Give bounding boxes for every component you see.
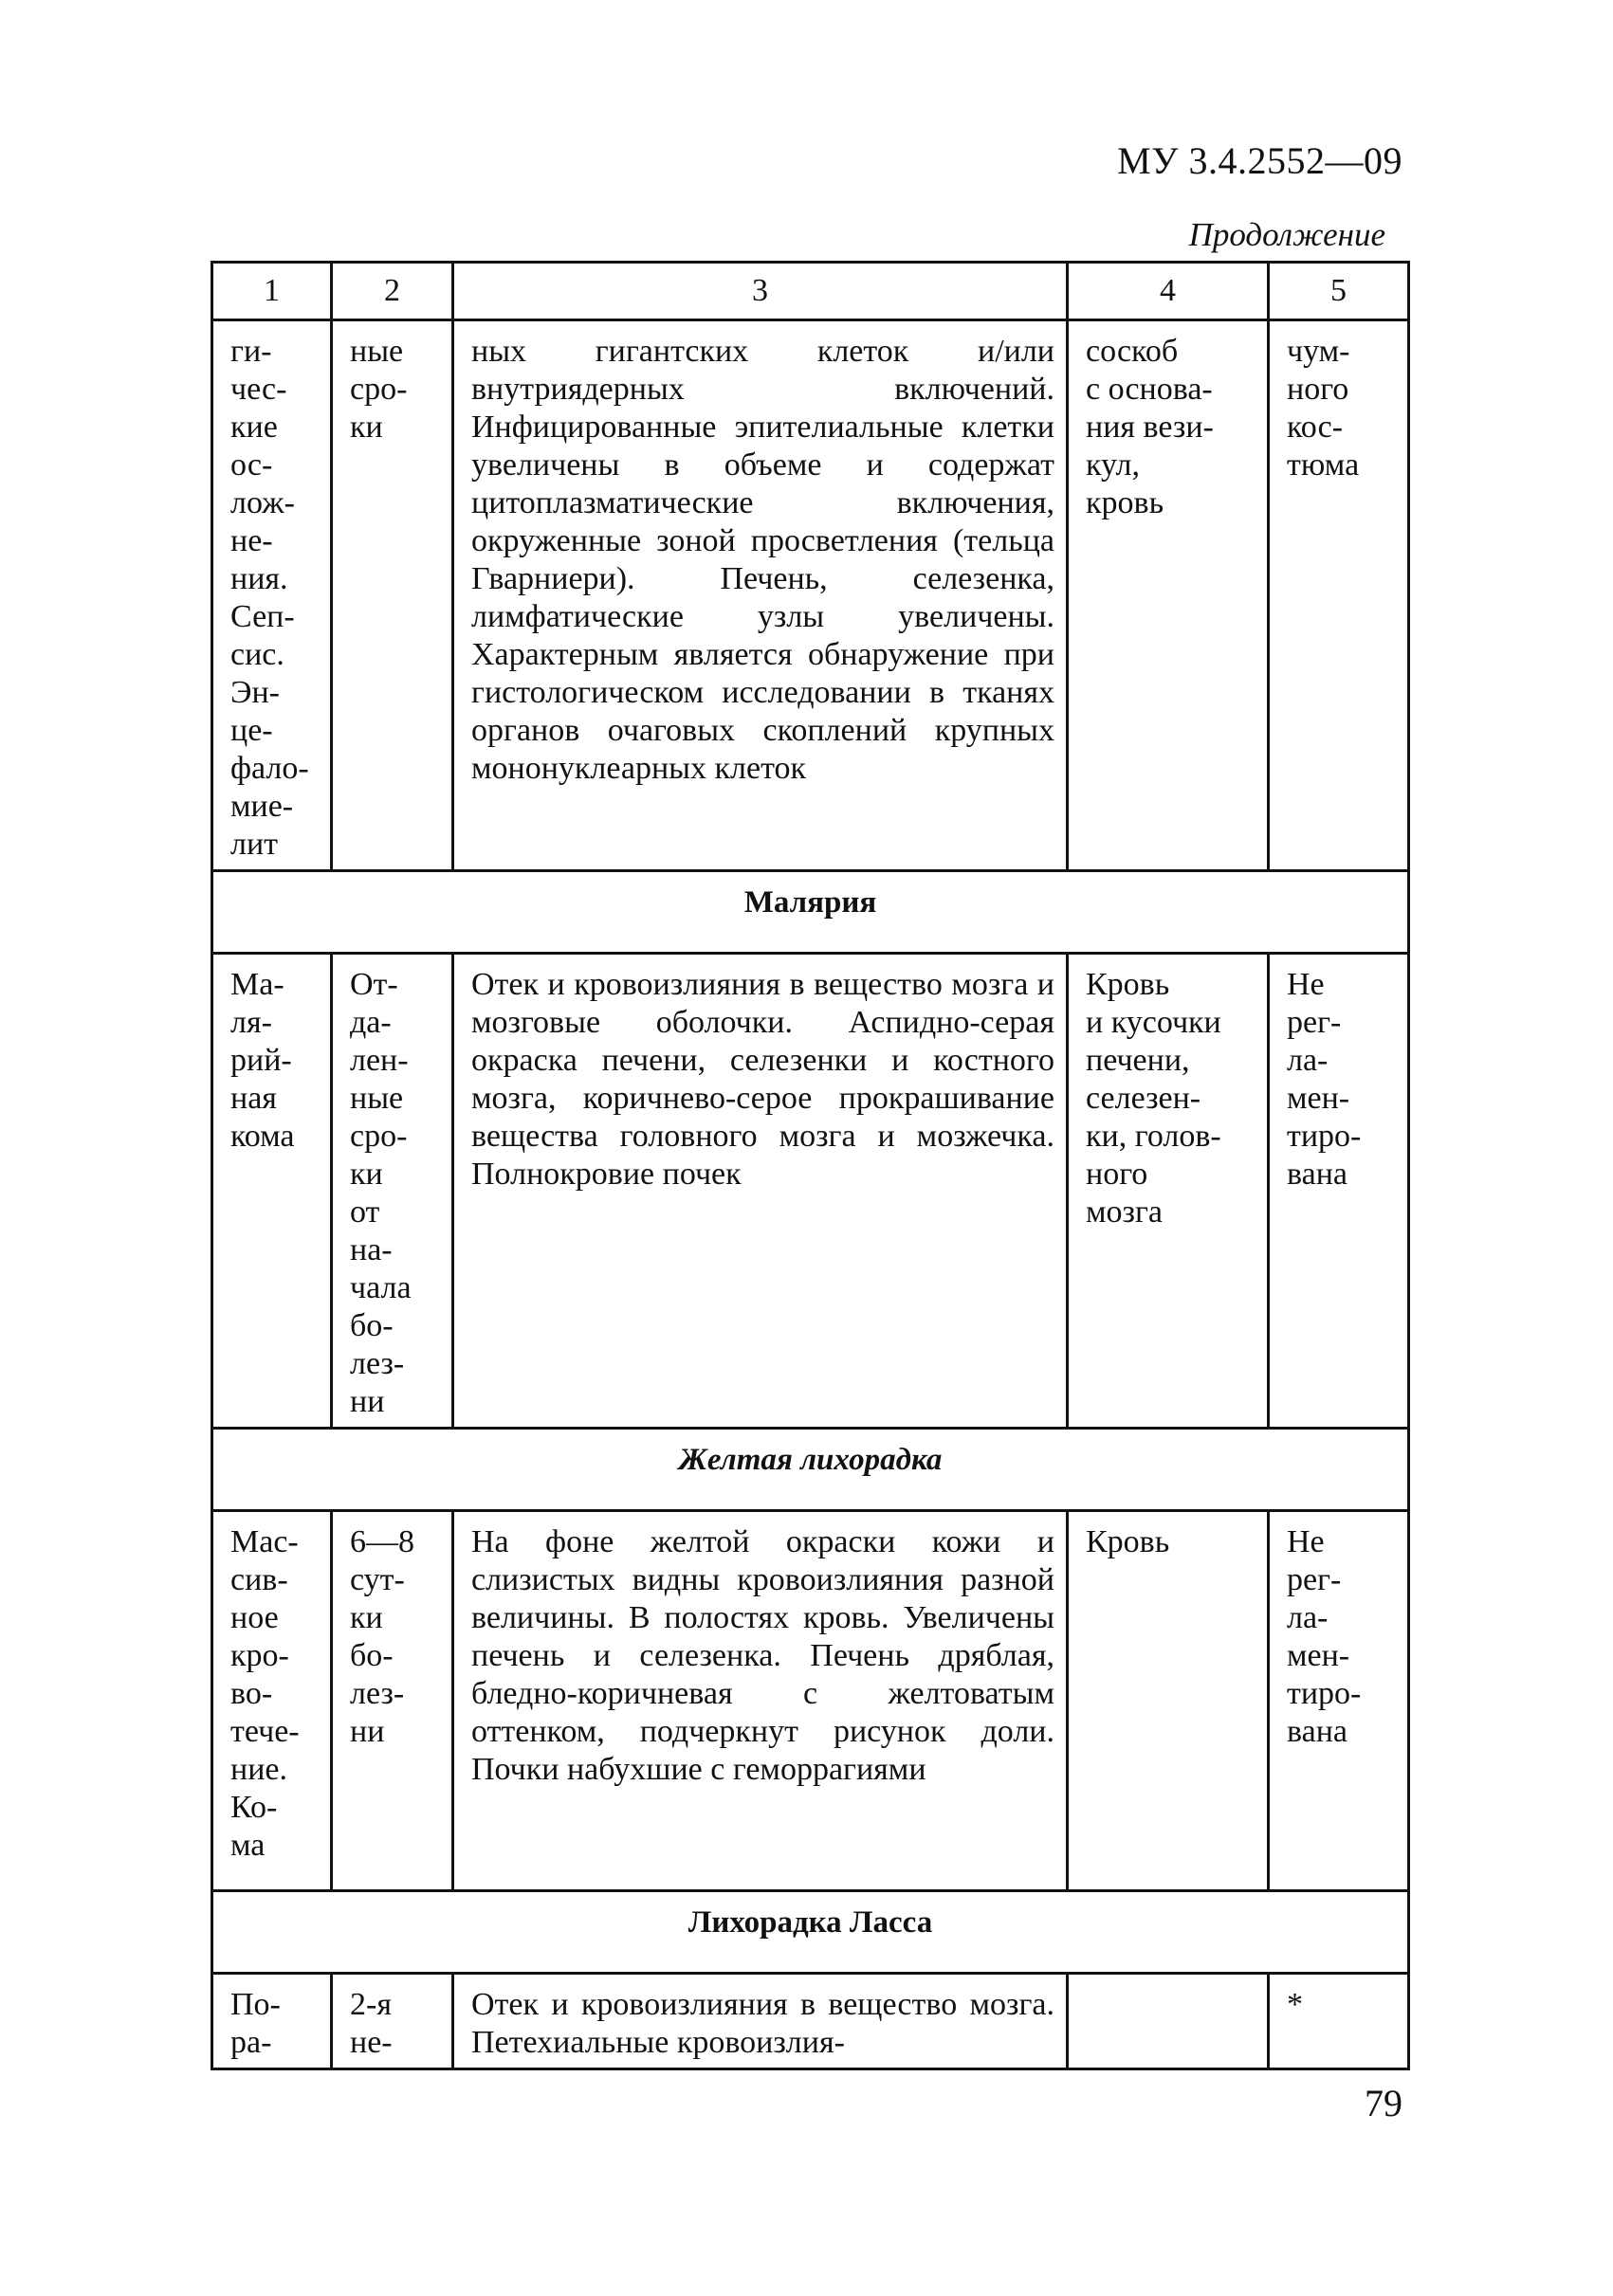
complication-cell: Мас- сив- ное кро- во- тече- ние. Ко- ма <box>212 1511 332 1891</box>
material-cell: Кровь <box>1068 1511 1269 1891</box>
table-row <box>212 954 1409 1429</box>
material-cell <box>1068 1974 1269 2069</box>
timing-cell: От- да- лен- ные сро- ки от на- чала бо- лез- ни <box>332 954 453 1429</box>
column-number: 5 <box>1269 263 1409 320</box>
table-row <box>212 1974 1409 2069</box>
continuation-label: Продолжение <box>1188 216 1385 253</box>
material-cell: соскоб с основа- ния вези- кул, кровь <box>1068 320 1269 871</box>
page-number: 79 <box>1365 2082 1402 2124</box>
section-title-yellow-fever: Желтая лихорадка <box>212 1429 1409 1511</box>
findings-cell: Отек и кровоизлияния в вещество мозга. Петехиальные кровоизлия- <box>453 1974 1068 2069</box>
complication-cell: Ма- ля- рий- ная кома <box>212 954 332 1429</box>
material-cell: Кровь и кусочки печени, селезен- ки, голов- ного мозга <box>1068 954 1269 1429</box>
section-title-malaria: Малярия <box>212 871 1409 954</box>
timing-cell: ные сро- ки <box>332 320 453 871</box>
column-number: 1 <box>212 263 332 320</box>
complication-cell: По- ра- <box>212 1974 332 2069</box>
section-title-lassa-fever: Лихорадка Ласса <box>212 1891 1409 1974</box>
column-number: 2 <box>332 263 453 320</box>
complication-cell: ги- чес- кие ос- лож- не- ния. Сеп- сис. Эн- це- фало- мие- лит <box>212 320 332 871</box>
table-row <box>212 1511 1409 1891</box>
protection-cell: Не рег- ла- мен- тиро- вана <box>1269 954 1409 1429</box>
protection-cell: * <box>1269 1974 1409 2069</box>
timing-cell: 2-я не- <box>332 1974 453 2069</box>
findings-cell: Отек и кровоизлияния в вещество мозга и мозговые оболочки. Аспидно-серая окраска печени, селезенки и костного мозга, коричнево-серое прокрашивание вещества головного мозга и мозжечка. Полнокровие почек <box>453 954 1068 1429</box>
section-row <box>212 871 1409 954</box>
column-number: 4 <box>1068 263 1269 320</box>
document-code: МУ 3.4.2552—09 <box>1117 139 1402 182</box>
column-number: 3 <box>453 263 1068 320</box>
protection-cell: чум- ного кос- тюма <box>1269 320 1409 871</box>
protection-cell: Не рег- ла- мен- тиро- вана <box>1269 1511 1409 1891</box>
autopsy-table <box>211 261 1410 2070</box>
table-row <box>212 320 1409 871</box>
column-number-row <box>212 263 1409 320</box>
findings-cell: ных гигантских клеток и/или внутриядерных включений. Инфицированные эпителиальные клетки увеличены в объеме и содержат цитоплазматические включения, окруженные зоной просветления (тельца Гварниери). Печень, селезенка, лимфатические узлы увеличены. Характерным является обнаружение при гистологическом исследовании в тканях органов очаговых скоплений крупных мононуклеарных клеток <box>453 320 1068 871</box>
findings-cell: На фоне желтой окраски кожи и слизистых видны кровоизлияния разной величины. В полостях кровь. Увеличены печень и селезенка. Печень дряблая, бледно-коричневая с желтоватым оттенком, подчеркнут рисунок доли. Почки набухшие с геморрагиями <box>453 1511 1068 1891</box>
section-row <box>212 1891 1409 1974</box>
timing-cell: 6—8 сут- ки бо- лез- ни <box>332 1511 453 1891</box>
section-row <box>212 1429 1409 1511</box>
